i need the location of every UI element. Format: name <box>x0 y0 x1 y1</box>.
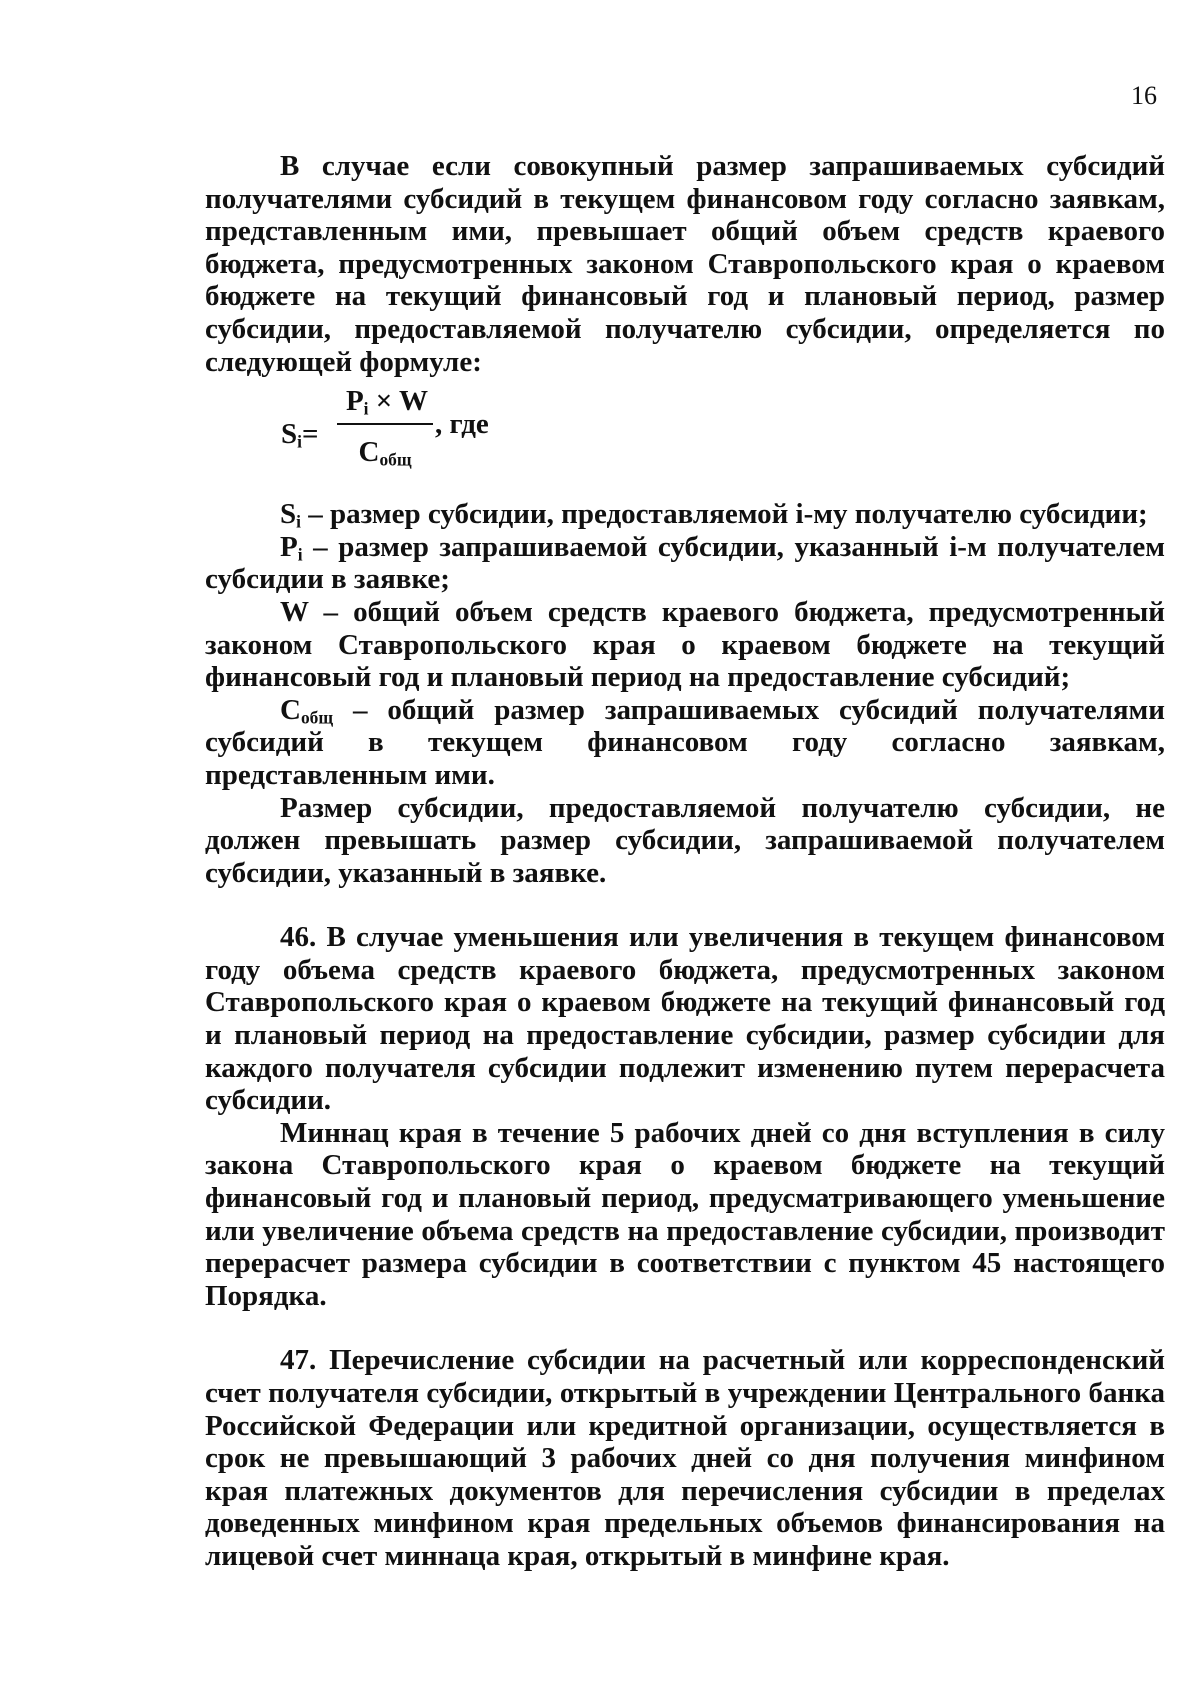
definition-c-symbol: С <box>280 693 301 726</box>
paragraph-limit: Размер субсидии, предоставляемой получателю субсидии, не должен превышать размер субсидии, запрашиваемой получателем субсидии, указанный в заявке. <box>205 791 1165 889</box>
formula-suffix: , где <box>435 408 489 441</box>
definition-s-text: – размер субсидии, предоставляемой i-му получателю субсидии; <box>300 498 1148 531</box>
page-number: 16 <box>1131 81 1157 110</box>
formula-lhs-subscript: i <box>297 431 302 452</box>
document-body <box>205 150 1165 1573</box>
definition-w: W – общий объем средств краевого бюджета, предусмотренный законом Ставропольского края о краевом бюджете на текущий финансовый год и плановый период на предоставление субсидий; <box>205 595 1165 694</box>
formula-fraction-bar <box>337 423 433 425</box>
definition-c-subscript: общ <box>300 707 334 728</box>
formula-equals: = <box>301 418 319 451</box>
formula-numerator <box>337 385 437 418</box>
definition-s-subscript: i <box>296 511 301 532</box>
paragraph-46: 46. В случае уменьшения или увеличения в текущем финансовом году объема средств краевого бюджета, предусмотренных законом Ставропольского края о краевом бюджете на текущий финансовый год и плановый период на предоставление субсидии, размер субсидии для каждого получателя субсидии подлежит изменению путем перерасчета субсидии. <box>205 921 1165 1117</box>
definition-p-text: – размер запрашиваемой субсидии, указанный i-м получателем субсидии в заявке; <box>205 530 1165 596</box>
definition-p-subscript: i <box>297 544 303 565</box>
formula-denominator <box>335 436 435 469</box>
formula-num-rest: × W <box>368 385 429 418</box>
paragraph-47: 47. Перечисление субсидии на расчетный или корреспонденский счет получателя субсидии, открытый в учреждении Центрального банка Российской Федерации или кредитной организации, осуществляется в срок не превышающий 3 рабочих дней со дня получения минфином края платежных документов для перечисления субсидии в пределах доведенных минфином края предельных объемов финансирования на лицевой счет миннаца края, открытый в минфине края. <box>205 1344 1165 1572</box>
formula-lhs-symbol: S <box>281 418 298 451</box>
definition-c-text: – общий размер запрашиваемых субсидий получателями субсидий в текущем финансовом году согласно заявкам, представленным ими. <box>205 693 1165 791</box>
subsidy-formula <box>205 378 1165 498</box>
formula-lhs <box>281 418 319 451</box>
formula-den-symbol: С <box>358 436 380 469</box>
definition-p-symbol: P <box>280 530 298 563</box>
paragraph-intro: В случае если совокупный размер запрашиваемых субсидий получателями субсидий в текущем финансовом году согласно заявкам, представленным ими, превышает общий объем средств краевого бюджета, предусмотренных законом Ставропольского края о краевом бюджете на текущий финансовый год и плановый период, размер субсидии, предоставляемой получателю субсидии, определяется по следующей формуле: <box>205 150 1165 378</box>
definition-s <box>205 498 1165 531</box>
definition-s-symbol: S <box>280 498 297 531</box>
formula-num-symbol: P <box>345 385 364 418</box>
formula-den-subscript: общ <box>379 449 412 470</box>
definition-p <box>205 531 1165 596</box>
definition-c <box>205 694 1165 792</box>
paragraph-46-recalc: Миннац края в течение 5 рабочих дней со дня вступления в силу закона Ставропольского края о краевом бюджете на текущий финансовый год и плановый период, предусматривающего уменьшение или увеличение объема средств на предоставление субсидии, производит перерасчет размера субсидии в соответствии с пунктом 45 настоящего Порядка. <box>205 1116 1165 1312</box>
formula-num-subscript: i <box>363 398 369 419</box>
